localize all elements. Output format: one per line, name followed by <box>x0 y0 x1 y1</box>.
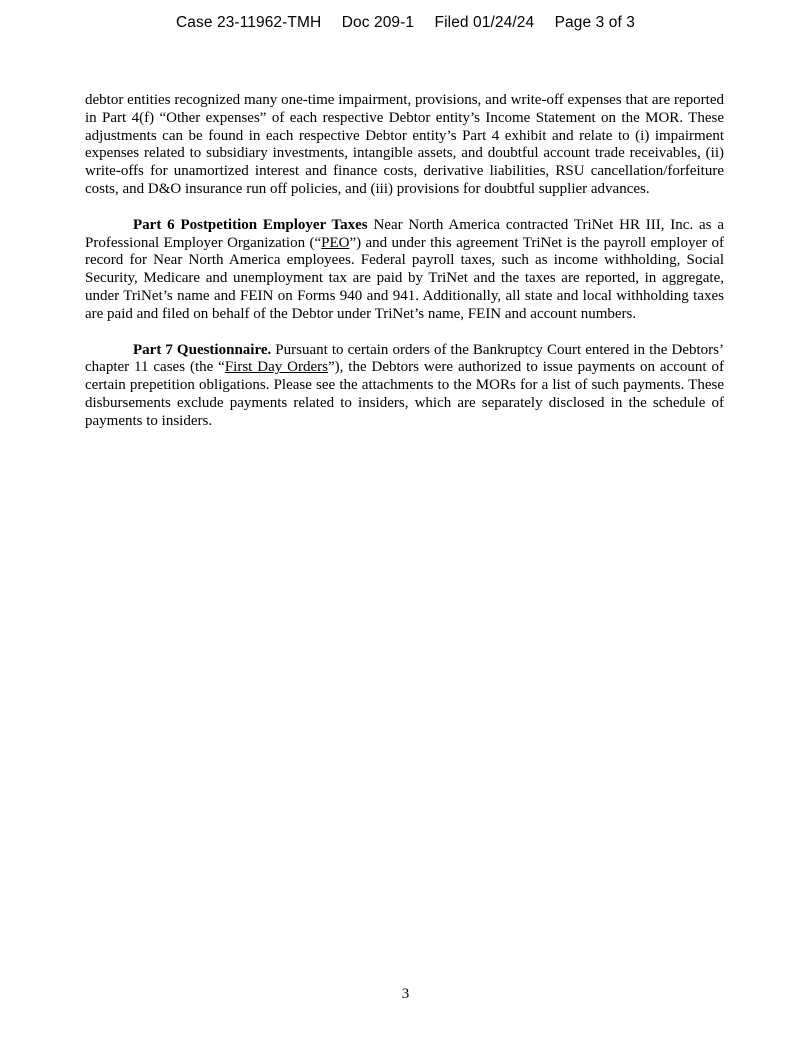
page-number: 3 <box>401 986 410 1002</box>
part-7-text-b: ”), the Debtors were authorized to issue payments on account of certain prepetition obligations. Please see the attachments to the MORs for a list of such payments. These disbursements exclude payments related to insiders, which are separately disclosed in the schedule of payments to insiders. <box>85 359 724 429</box>
part-7-heading: Part 7 Questionnaire. <box>133 341 272 358</box>
header-page-indicator: Page 3 of 3 <box>554 14 635 31</box>
case-number: Case 23-11962-TMH <box>176 14 322 31</box>
part-6-heading: Part 6 Postpetition Employer Taxes <box>133 216 368 233</box>
defined-term-peo: PEO <box>321 234 350 251</box>
paragraph-part-7 <box>85 342 724 431</box>
paragraph-impairment-expenses: debtor entities recognized many one-time impairment, provisions, and write-off expenses that are reported in Part 4(f) “Other expenses” of each respective Debtor entity’s Income Statement on the MOR. These adjustments can be found in each respective Debtor entity’s Part 4 exhibit and relate to (i) impairment expenses related to subsidiary investments, intangible assets, and doubtful account trade receivables, (ii) write-offs for unamortized interest and finance costs, derivative liabilities, RSU cancellation/forfeiture costs, and D&O insurance run off policies, and (iii) provisions for doubtful supplier advances. <box>85 92 724 197</box>
part-6-text-a: Near North America contracted TriNet HR III, Inc. as a Professional Employer Organization (“ <box>85 216 724 251</box>
document-body <box>85 92 724 449</box>
document-header <box>0 14 811 32</box>
part-6-text-b: ”) and under this agreement TriNet is the payroll employer of record for Near North America employees. Federal payroll taxes, such as income withholding, Social Security, Medicare and unemployment tax are paid by TriNet and the taxes are reported, in aggregate, under TriNet’s name and FEIN on Forms 940 and 941. Additionally, all state and local withholding taxes are paid and filed on behalf of the Debtor under TriNet’s name, FEIN and account numbers. <box>85 234 724 322</box>
part-7-text-a: Pursuant to certain orders of the Bankruptcy Court entered in the Debtors’ chapter 11 cases (the “ <box>85 341 724 376</box>
document-number: Doc 209-1 <box>341 14 415 31</box>
defined-term-first-day-orders: First Day Orders <box>224 359 328 376</box>
filed-date: Filed 01/24/24 <box>434 14 535 31</box>
paragraph-part-6 <box>85 217 724 324</box>
